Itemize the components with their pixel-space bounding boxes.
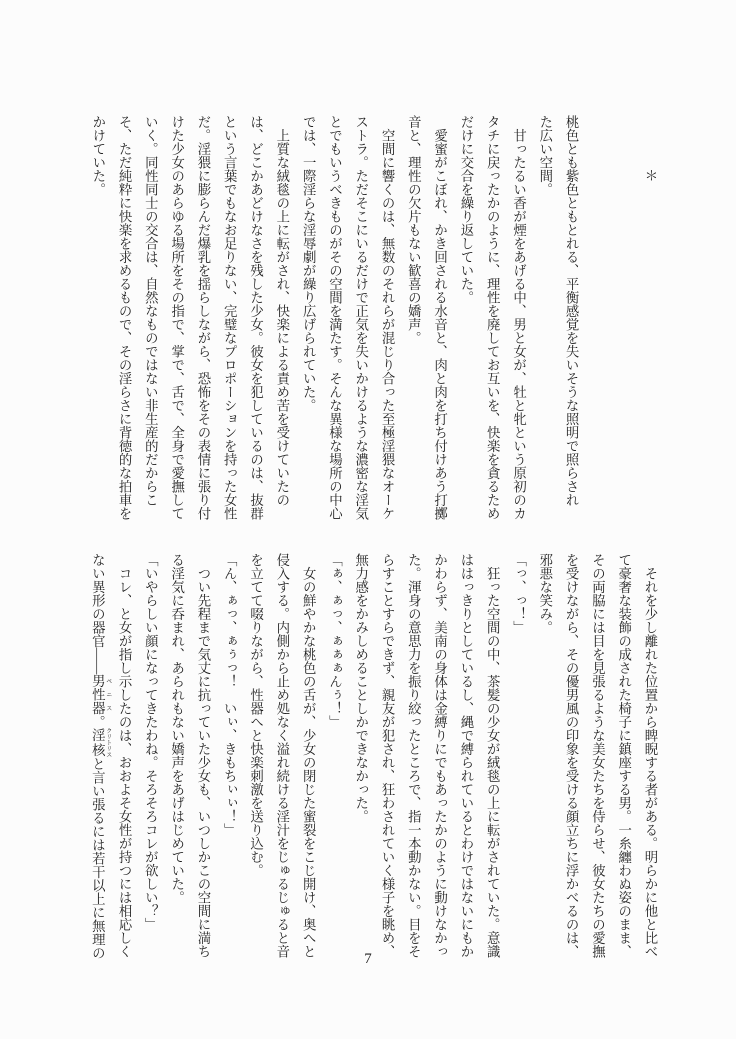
text-line: いく。同性同士の交合は、自然なものではない非生産的だからこ bbox=[143, 115, 159, 507]
text-line: 音と、理性の欠片もない歓喜の嬌声。 bbox=[406, 115, 422, 345]
text-line: コレ、と女が指し示したのは、おおよそ女性が持つには相応しく bbox=[117, 553, 133, 958]
text-line: つい先程まで気丈に抗っていた少女も、いつしかこの空間に満ち bbox=[195, 553, 211, 958]
text-line: それを少し離れた位置から睥睨する者がある。明らかに他と比べ bbox=[643, 553, 658, 958]
text-line: では、一際淫らな淫辱劇が繰り広げられていた。 bbox=[301, 115, 317, 412]
text-line: とでもいうべきものがその空間を満たす。そんな異様な場所の中心 bbox=[327, 115, 343, 520]
text-line: を立てて啜りながら、性器へと快楽刺激を送り込む。 bbox=[248, 553, 264, 877]
text-line: 「ぁ、ぁっ、ぁぁぁんぅ！」 bbox=[327, 553, 343, 729]
text-line: 「ん、ぁっ、ぁぅっ！ いぃ、きもちぃぃ！」 bbox=[222, 553, 238, 837]
text-line: だ。淫猥に膨らんだ爆乳を揺らしながら、恐怖をその表情に張り付 bbox=[195, 115, 211, 520]
page-number: 7 bbox=[364, 951, 372, 967]
text-line: た広い空間。 bbox=[537, 115, 553, 196]
text-line: そ、ただ純粋に快楽を求めるもので、その淫らさに背徳的な拍車を bbox=[117, 115, 133, 520]
text-line: ストラ。ただそこにいるだけで正気を失いかけるような濃密な淫気 bbox=[353, 115, 369, 520]
text-line: は、どこかあどけなさを残した少女。彼女を犯しているのは、抜群 bbox=[248, 115, 264, 520]
ruby-annotated-text: 淫核 クリトリス bbox=[90, 727, 111, 758]
text-line: 狂った空間の中、茶髪の少女が絨毯の上に転がされていた。意識 bbox=[485, 553, 501, 958]
text-line: る淫気に呑まれ、あられもない嬌声をあげはじめていた。 bbox=[169, 553, 185, 904]
text-line: らすことすらできず、親友が犯され、狂わされていく様子を眺め、 bbox=[380, 553, 396, 958]
ruby-annotated-text: 男性器 ペニス bbox=[90, 674, 111, 715]
text-line: 無力感をかみしめることしかできなかった。 bbox=[353, 553, 369, 823]
text-line: タチに戻ったかのように、理性を廃してお互いを、快楽を貪るため bbox=[485, 115, 501, 520]
text-line: けた少女のあらゆる場所をその指で、掌で、舌で、全身で愛撫して bbox=[169, 115, 185, 520]
text-line: 桃色とも紫色ともとれる、平衡感覚を失いそうな照明で照らされ bbox=[564, 115, 580, 507]
text-line: 侵入する。内側から止め処なく溢れ続ける淫汁をじゅるじゅると音 bbox=[274, 553, 290, 958]
text-line bbox=[584, 115, 610, 527]
text-line: 上質な絨毯の上に転がされ、快楽による責め苦を受けていたの bbox=[274, 115, 290, 507]
text-line: ない異形の器官――男性器 ペニス。淫核 クリトリスと言い張るには若干以上に無理の bbox=[90, 553, 111, 960]
text-line: ははっきりとしているし、縄で縛られているとわけではないにもか bbox=[458, 553, 474, 958]
text-line bbox=[610, 115, 636, 527]
text-line: 「いやらしい顔になってきたわね。そろそろコレが欲しい？」 bbox=[143, 553, 159, 931]
text-line: 甘ったるい香が煙をあげる中、男と女が、牡と牝という原初のカ bbox=[511, 115, 527, 520]
text-line: 邪悪な笑み。 bbox=[537, 553, 553, 634]
text-block-bottom bbox=[84, 553, 663, 965]
text-line: 愛蜜がこぼれ、かき回される水音と、肉と肉を打ち付けあう打擲 bbox=[432, 115, 448, 520]
text-line: 空間に響くのは、無数のそれらが混じり合った至極淫猥なオーケ bbox=[380, 115, 396, 520]
text-line: を受けながら、その優男風の印象を受ける顔立ちに浮かべるのは、 bbox=[564, 553, 580, 958]
text-line: 女の鮮やかな桃色の舌が、少女の閉じた蜜裂をこじ開け、奥へと bbox=[301, 553, 317, 958]
text-line: という言葉でもなお足りない、完璧なプロポーションを持った女性 bbox=[222, 115, 238, 520]
text-line: ＊ bbox=[643, 115, 658, 183]
text-line: かけていた。 bbox=[90, 115, 106, 196]
text-block-top bbox=[84, 115, 663, 527]
text-line: て豪奢な装飾の成された椅子に鎮座する男。一糸纏わぬ姿のまま、 bbox=[616, 553, 632, 958]
text-line: だけに交合を繰り返していた。 bbox=[458, 115, 474, 304]
text-line: 「っ、っ！」 bbox=[511, 553, 527, 634]
text-line: た。渾身の意思力を振り絞ったところで、指一本動かない。目をそ bbox=[406, 553, 422, 958]
text-line: その両脇には目を見張るような美女たちを侍らせ、彼女たちの愛撫 bbox=[590, 553, 606, 958]
text-line: かわらず、美南の身体は金縛りにでもあったかのように動けなかっ bbox=[432, 553, 448, 958]
